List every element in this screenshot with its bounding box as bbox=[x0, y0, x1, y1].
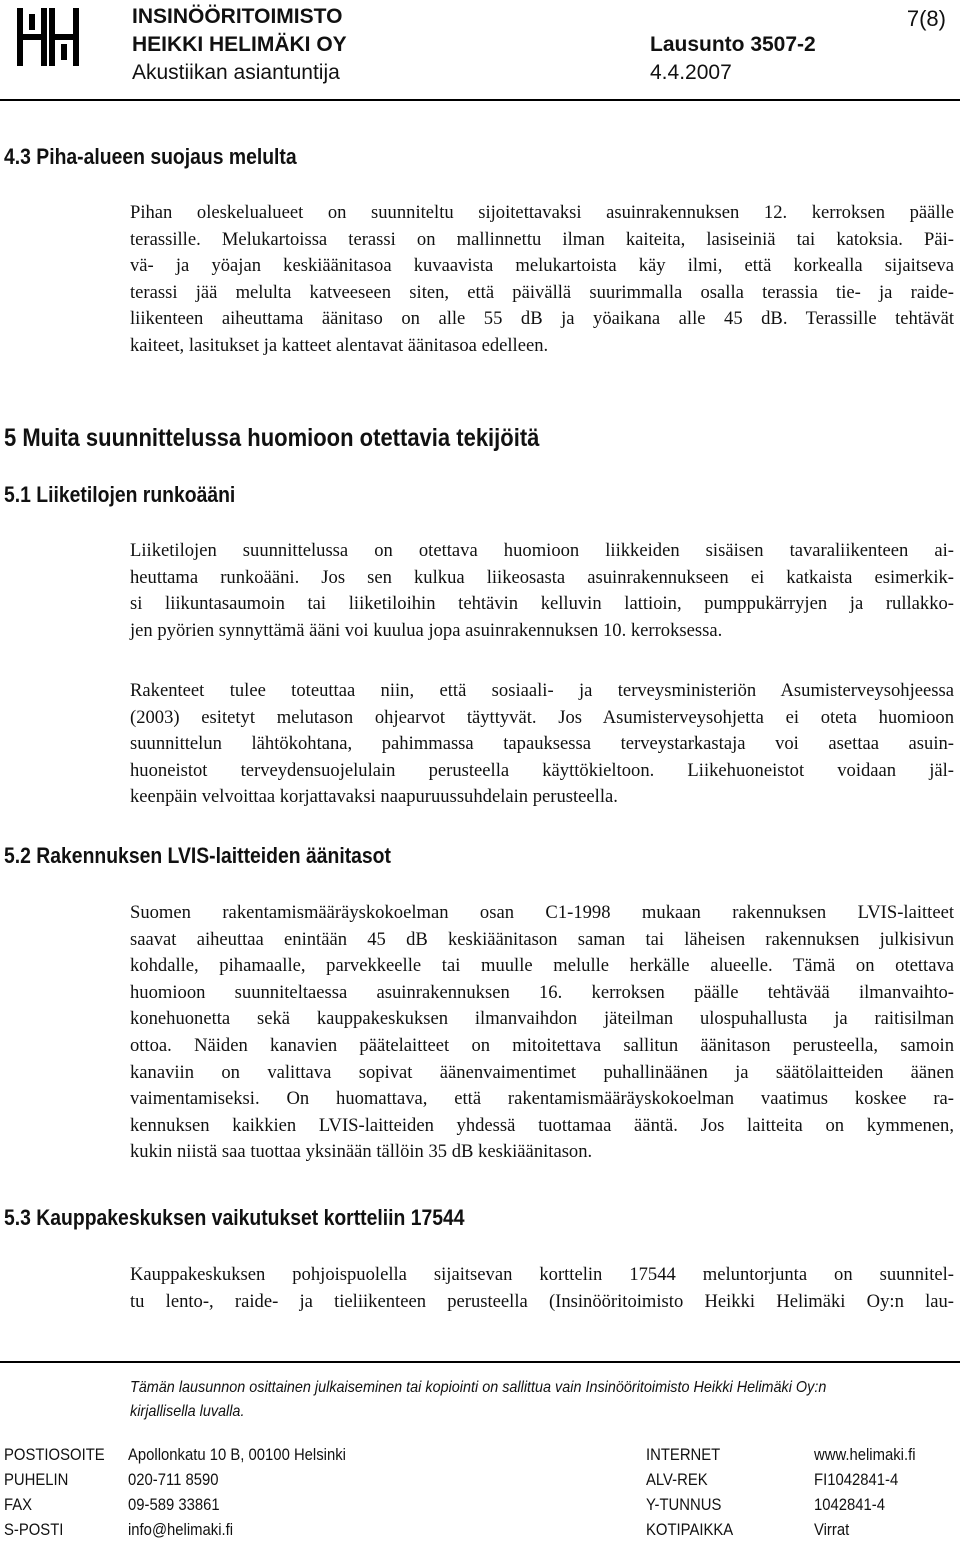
footer-label: Y-TUNNUS bbox=[646, 1496, 722, 1514]
footer-label: PUHELIN bbox=[4, 1471, 69, 1489]
company-name-line2: HEIKKI HELIMÄKI OY bbox=[132, 33, 347, 56]
text-line: Rakenteet tulee toteuttaa niin, että sosiaali- ja terveysministeriön Asumisterveysohjeessa bbox=[130, 680, 954, 701]
company-logo bbox=[14, 4, 82, 70]
paragraph-5-2 bbox=[130, 900, 954, 1166]
paragraph-5-1-a bbox=[130, 538, 954, 644]
text-line: si liikuntasaumoin tai liiketiloihin tehtävin kelluvin lattioin, pumppukärryjen ja rullakko- bbox=[130, 593, 954, 615]
footer-vat-number: FI1042841-4 bbox=[814, 1471, 899, 1489]
text-line: heuttama runkoääni. Jos sen kulkua liikeosasta asuinrakennukseen ei katkaista esimerkik- bbox=[130, 566, 954, 588]
chapter-heading-5: 5 Muita suunnittelussa huomioon otettavia tekijöitä bbox=[4, 424, 540, 452]
text-line: Kauppakeskuksen pohjoispuolella sijaitsevan korttelin 17544 meluntorjunta on suunnitel- bbox=[130, 1264, 954, 1285]
paragraph-4-3 bbox=[130, 200, 954, 360]
text-line: tu lento-, raide- ja tieliikenteen perusteella (Insinööritoimisto Heikki Helimäki Oy:n lau- bbox=[130, 1290, 954, 1312]
footer-business-id: 1042841-4 bbox=[814, 1496, 886, 1514]
text-line: ottoa. Näiden kanavien päätelaitteet on mitoitettava sallitun äänitason perusteella, samoin bbox=[130, 1034, 954, 1056]
text-line: kaiteet, lasitukset ja katteet alentavat äänitasoa edelleen. bbox=[130, 334, 549, 356]
section-heading-4-3: 4.3 Piha-alueen suojaus melulta bbox=[4, 144, 297, 169]
text-line: keenpäin velvoittaa korjattavaksi naapuruussuhdelain perusteella. bbox=[130, 786, 618, 808]
text-line: terassi jää melulta katveeseen siten, että päivällä suurimmalla osalla terassia tie- ja raide- bbox=[130, 281, 954, 303]
copyright-disclaimer bbox=[130, 1376, 872, 1424]
document-date: 4.4.2007 bbox=[650, 61, 732, 84]
disclaimer-line: kirjallisella luvalla. bbox=[130, 1403, 245, 1420]
footer-email-link[interactable]: info@helimaki.fi bbox=[128, 1521, 234, 1539]
section-heading-5-2: 5.2 Rakennuksen LVIS-laitteiden äänitasot bbox=[4, 843, 391, 868]
footer-label: INTERNET bbox=[646, 1446, 721, 1464]
text-line: Suomen rakentamismääräyskokoelman osan C1-1998 mukaan rakennuksen LVIS-laitteet bbox=[130, 902, 954, 923]
text-line: saavat aiheuttaa enintään 45 dB keskiäänitason saman tai läheisen rakennuksen julkisivun bbox=[130, 928, 954, 950]
footer-fax: 09-589 33861 bbox=[128, 1496, 220, 1514]
text-line: kohdalle, pihamaalle, parvekkeelle tai muulle melulle herkälle alueelle. Tämä on otettava bbox=[130, 955, 954, 977]
text-line: kanaviin on valittava sopivat äänenvaimentimet puhallinäänen ja säätölaitteiden äänen bbox=[130, 1061, 954, 1083]
paragraph-5-1-b bbox=[130, 678, 954, 811]
page-number: 7(8) bbox=[906, 6, 946, 31]
footer-postal-address: Apollonkatu 10 B, 00100 Helsinki bbox=[128, 1446, 346, 1464]
section-heading-5-3: 5.3 Kauppakeskuksen vaikutukset kortteliin 17544 bbox=[4, 1205, 465, 1230]
text-line: terassille. Melukartoissa terassi on mallinnettu ilman kaiteita, lasiseiniä tai katoksia. Päi- bbox=[130, 228, 954, 250]
text-line: jen pyörien synnyttämä ääni voi kuulua jopa asuinrakennuksen 10. kerroksessa. bbox=[130, 619, 723, 641]
company-name-line1: INSINÖÖRITOIMISTO bbox=[132, 5, 343, 28]
text-line: Liiketilojen suunnittelussa on otettava huomioon liikkeiden sisäisen tavaraliikenteen ai- bbox=[130, 540, 954, 561]
text-line: huoneistot terveydensuojelulain perusteella käyttökieltoon. Liikehuoneistot voidaan jäl- bbox=[130, 759, 954, 781]
paragraph-5-3 bbox=[130, 1262, 954, 1315]
header-divider bbox=[0, 99, 960, 101]
text-line: vä- ja yöajan keskiäänitasoa kuvaavista melukartoista käy ilmi, että korkealla sijaitseva bbox=[130, 255, 954, 277]
footer-label: S-POSTI bbox=[4, 1521, 64, 1539]
footer-label: ALV-REK bbox=[646, 1471, 708, 1489]
text-line: kukin niistä saa tuottaa yksinään tällöin 35 dB keskiäänitason. bbox=[130, 1141, 593, 1163]
text-line: vaimentamiseksi. On huomattava, että rakentamismääräyskokoelman vaatimus koskee ra- bbox=[130, 1088, 954, 1110]
footer-phone: 020-711 8590 bbox=[128, 1471, 219, 1489]
text-line: suunnittelun lähtökohtana, pahimmassa tapauksessa terveystarkastaja voi asettaa asuin- bbox=[130, 733, 954, 755]
text-line: Pihan oleskelualueet on suunniteltu sijoitettavaksi asuinrakennuksen 12. kerroksen päälle bbox=[130, 202, 954, 223]
text-line: kennuksen kaikkien LVIS-laitteiden yhdessä tuottamaa ääntä. Jos laitteita on kymmenen, bbox=[130, 1114, 954, 1136]
company-tagline: Akustiikan asiantuntija bbox=[132, 61, 340, 84]
document-title: Lausunto 3507-2 bbox=[650, 33, 816, 56]
disclaimer-line: Tämän lausunnon osittainen julkaiseminen tai kopiointi on sallittua vain Insinööritoimisto Heikki Helimäki Oy:n bbox=[130, 1379, 827, 1396]
footer-label: FAX bbox=[4, 1496, 33, 1514]
text-line: huomioon suunniteltaessa asuinrakennuksen 16. kerroksen päälle tehtävää ilmanvaihto- bbox=[130, 981, 954, 1003]
footer-domicile: Virrat bbox=[814, 1521, 850, 1539]
section-heading-5-1: 5.1 Liiketilojen runkoääni bbox=[4, 482, 236, 507]
footer-website-link[interactable]: www.helimaki.fi bbox=[814, 1446, 916, 1464]
footer-label: KOTIPAIKKA bbox=[646, 1521, 734, 1539]
text-line: liikenteen aiheuttama äänitaso on alle 55 dB ja yöaikana alle 45 dB. Terassille tehtävät bbox=[130, 308, 954, 330]
footer-divider bbox=[0, 1361, 960, 1363]
text-line: (2003) esitetyt melutason ohjearvot täyttyvät. Jos Asumisterveysohjetta ei oteta huomioon bbox=[130, 706, 954, 728]
footer-label: POSTIOSOITE bbox=[4, 1446, 105, 1464]
text-line: konehuonetta sekä kauppakeskuksen ilmanvaihdon jäteilman ulospuhallusta ja raitisilman bbox=[130, 1008, 954, 1030]
